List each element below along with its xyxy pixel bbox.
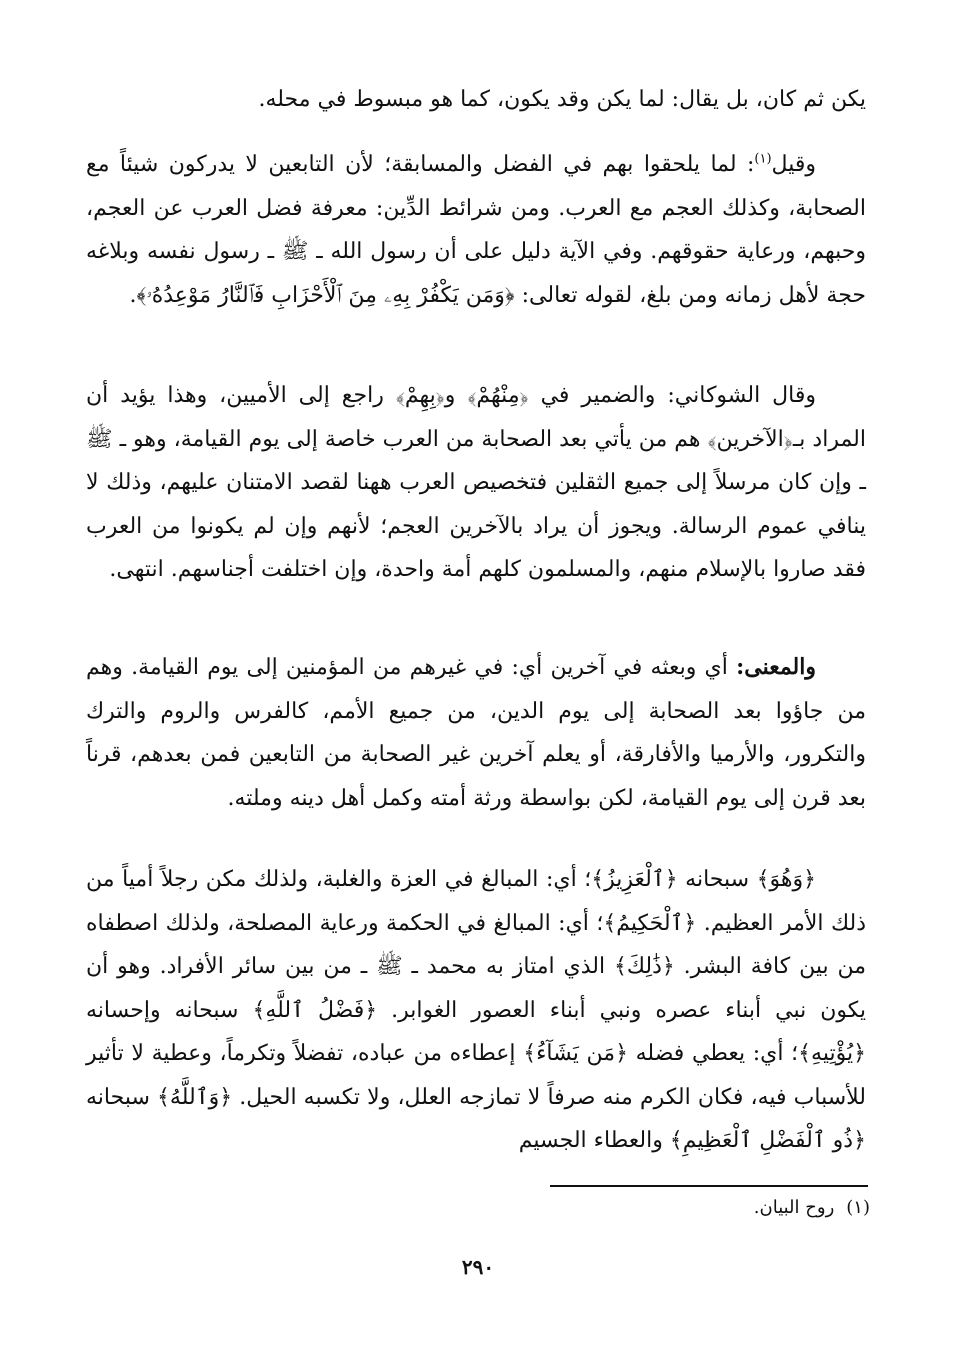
paragraph-2-text: : لما يلحقوا بهم في الفضل والمسابقة؛ لأن التابعين لا يدركون شيئاً مع الصحابة، وكذلك العجم مع العرب. ومن شرائط الدِّين: معرفة فضل العرب عن العجم، وحبهم، ورعاية حقوقهم. وفي الآية دليل على أن رسول الله ـ ﷺ ـ رسول نفسه وبلاغه حجة لأهل زمانه ومن بلغ، لقوله تعالى: ﴿وَمَن يَكْفُرْ بِهِۦ مِنَ ٱلْأَحْزَابِ فَٱلنَّارُ مَوْعِدُهُۥ﴾.	[86, 152, 866, 308]
footnote-text: روح البيان.	[753, 1197, 835, 1218]
paragraph-1	[86, 78, 866, 122]
paragraph-4	[86, 646, 866, 820]
paragraph-4-lead-word: والمعنى:	[736, 654, 816, 680]
paragraph-4-text: أي وبعثه في آخرين أي: في غيرهم من المؤمنين إلى يوم القيامة. وهم من جاؤوا بعد الصحابة إلى يوم الدين، من جميع الأمم، كالفرس والروم والترك والتكرور، والأرميا والأفارقة، أو يعلم آخرين غير الصحابة من التابعين فمن بعدهم، قرناً بعد قرن إلى يوم القيامة، لكن بواسطة ورثة أمته وكمل أهل دينه وملته.	[86, 655, 866, 811]
footnote	[86, 1193, 870, 1223]
paragraph-5-text: ﴿وَهُوَ﴾ سبحانه ﴿ٱلْعَزِيزُ﴾؛ أي: المبالغ في العزة والغلبة، ولذلك مكن رجلاً أمياً من ذلك الأمر العظيم. ﴿ٱلْحَكِيمُ﴾؛ أي: المبالغ في الحكمة ورعاية المصلحة، ولذلك اصطفاه من بين كافة البشر. ﴿ذَٰلِكَ﴾ الذي امتاز به محمد ـ ﷺ ـ من بين سائر الأفراد. وهو أن يكون نبي أبناء عصره ونبي أبناء العصور الغوابر. ﴿فَضْلُ ٱللَّهِ﴾ سبحانه وإحسانه ﴿يُؤْتِيهِ﴾؛ أي: يعطي فضله ﴿مَن يَشَآءُ﴾ إعطاءه من عباده، تفضلاً وتكرماً، وعطية لا تأثير للأسباب فيه، فكان الكرم منه صرفاً لا تمازجه العلل، ولا تكسبه الحيل. ﴿وَٱللَّهُ﴾ سبحانه ﴿ذُو ٱلْفَضْلِ ٱلْعَظِيمِ﴾ والعطاء الجسيم	[86, 867, 866, 1153]
paragraph-2-lead-word: وقيل	[771, 152, 816, 177]
footnote-number: (١)	[846, 1197, 870, 1218]
footnote-separator-line	[550, 1185, 868, 1187]
footnote-reference-marker[interactable]: (١)	[754, 151, 772, 167]
page-number: ٢٩٠	[461, 1255, 495, 1279]
paragraph-1-text: يكن ثم كان، بل يقال: لما يكن وقد يكون، كما هو مبسوط في محله.	[258, 87, 866, 112]
paragraph-2	[86, 143, 866, 317]
paragraph-3	[86, 374, 866, 592]
paragraph-3-text: وقال الشوكاني: والضمير في ﴿مِنْهُمْ﴾ و﴿بِهِمْ﴾ راجع إلى الأميين، وهذا يؤيد أن المراد بـ﴿الآخرين﴾ هم من يأتي بعد الصحابة من العرب خاصة إلى يوم القيامة، وهو ـ ﷺ ـ وإن كان مرسلاً إلى جميع الثقلين فتخصيص العرب ههنا لقصد الامتنان عليهم، وذلك لا ينافي عموم الرسالة. ويجوز أن يراد بالآخرين العجم؛ لأنهم وإن لم يكونوا من العرب فقد صاروا بالإسلام منهم، والمسلمون كلهم أمة واحدة، وإن اختلفت أجناسهم. انتهى.	[86, 383, 866, 582]
paragraph-5	[86, 858, 866, 1163]
